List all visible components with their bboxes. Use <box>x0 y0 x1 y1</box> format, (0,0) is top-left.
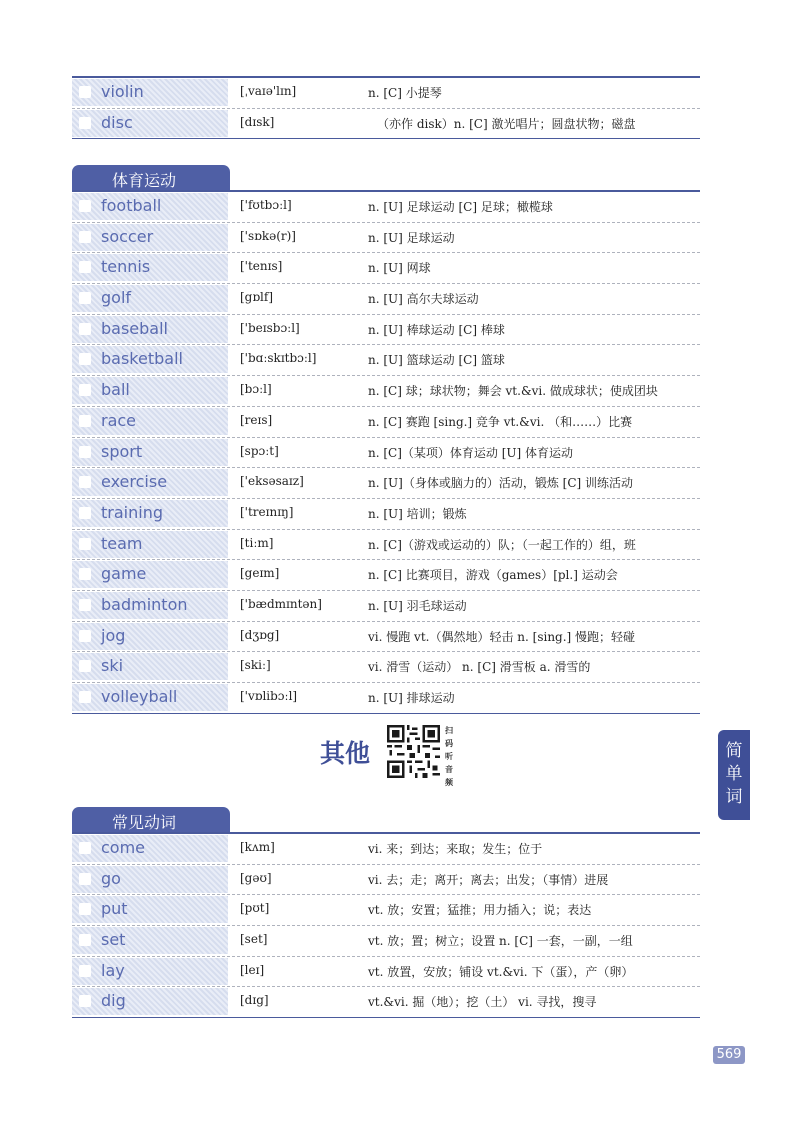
word-cell <box>72 592 228 619</box>
vocab-row <box>72 622 700 653</box>
word: badminton <box>101 594 188 614</box>
word: tennis <box>101 257 151 277</box>
meaning: n. [U] 网球 <box>368 261 431 276</box>
phonetic: [set] <box>240 932 268 947</box>
phonetic: ['bædmɪntən] <box>240 596 322 611</box>
phonetic: [bɔːl] <box>240 382 272 397</box>
checkbox[interactable] <box>79 415 91 427</box>
meaning: n. [C] 小提琴 <box>368 86 442 100</box>
meaning: n. [C]（某项）体育运动 [U] 体育运动 <box>368 445 574 460</box>
section-title: 体育运动 <box>112 171 177 190</box>
section-tab-common-verbs <box>72 807 230 832</box>
vocab-row <box>72 926 700 957</box>
word-cell <box>72 653 228 680</box>
meaning: n. [U] 排球运动 <box>368 691 455 705</box>
word-cell <box>72 561 228 588</box>
vocab-table-verbs <box>72 834 700 1018</box>
side-tab-char: 简 <box>725 741 743 761</box>
checkbox[interactable] <box>79 384 91 396</box>
checkbox[interactable] <box>79 446 91 458</box>
vocab-row <box>72 834 700 865</box>
phonetic: ['fʊtbɔːl] <box>240 198 292 212</box>
vocab-row <box>72 438 700 469</box>
meaning: vi. 去；走；离开；离去；出发；（事情）进展 <box>368 872 609 887</box>
meaning: vi. 慢跑 vt.（偶然地）轻击 n. [sing.] 慢跑；轻碰 <box>368 629 636 644</box>
checkbox[interactable] <box>79 934 91 946</box>
word: sport <box>101 441 143 461</box>
phonetic: ['vɒlibɔːl] <box>240 689 298 703</box>
checkbox[interactable] <box>79 507 91 519</box>
meaning: n. [U] 足球运动 [C] 足球；橄榄球 <box>368 200 553 214</box>
meaning: n. [C] 球；球状物；舞会 vt.&vi. 做成球状；使成团块 <box>368 384 658 399</box>
meaning: （亦作 disk）n. [C] 激光唱片；圆盘状物；磁盘 <box>377 116 636 131</box>
checkbox[interactable] <box>79 903 91 915</box>
checkbox[interactable] <box>79 873 91 885</box>
word-cell <box>72 224 228 251</box>
checkbox[interactable] <box>79 200 91 212</box>
vocab-row <box>72 895 700 926</box>
vocab-table-sports <box>72 192 700 714</box>
phonetic: [skiː] <box>240 658 271 673</box>
meaning: n. [U] 篮球运动 [C] 篮球 <box>368 353 505 368</box>
meaning: n. [U] 培训；锻炼 <box>368 506 467 521</box>
checkbox[interactable] <box>79 538 91 550</box>
phonetic: [spɔːt] <box>240 443 279 458</box>
phonetic: ['bɑːskɪtbɔːl] <box>240 351 317 366</box>
word: put <box>101 899 128 919</box>
checkbox[interactable] <box>79 231 91 243</box>
vocab-row <box>72 865 700 896</box>
vocab-row <box>72 987 700 1017</box>
word-cell <box>72 254 228 281</box>
checkbox[interactable] <box>79 86 91 98</box>
word: game <box>101 564 147 584</box>
word: golf <box>101 288 132 308</box>
word-cell <box>72 896 228 923</box>
phonetic: [dɪsk] <box>240 114 275 129</box>
checkbox[interactable] <box>79 323 91 335</box>
vocab-row <box>72 253 700 284</box>
word-cell <box>72 835 228 862</box>
vocab-row <box>72 109 700 139</box>
word: ski <box>101 656 124 676</box>
word-cell <box>72 377 228 404</box>
checkbox[interactable] <box>79 965 91 977</box>
word-cell <box>72 193 228 220</box>
vocab-row <box>72 223 700 254</box>
phonetic: ['eksəsaɪz] <box>240 474 304 489</box>
phonetic: ['treɪnɪŋ] <box>240 504 294 519</box>
phonetic: [pʊt] <box>240 901 270 916</box>
vocab-row <box>72 78 700 109</box>
phonetic: [dɪg] <box>240 993 269 1008</box>
meaning: n. [U] 棒球运动 [C] 棒球 <box>368 322 505 337</box>
vocab-row <box>72 957 700 988</box>
meaning: vi. 滑雪（运动） n. [C] 滑雪板 a. 滑雪的 <box>368 660 591 675</box>
vocab-row <box>72 376 700 407</box>
phonetic: ['beɪsbɔːl] <box>240 320 300 335</box>
side-tab-char: 词 <box>725 787 743 807</box>
vocab-row <box>72 530 700 561</box>
word-cell <box>72 79 228 106</box>
phonetic: [kʌm] <box>240 840 275 854</box>
word-cell <box>72 927 228 954</box>
other-heading: 其他 <box>320 739 371 768</box>
meaning: n. [C] 比赛项目，游戏（games）[pl.] 运动会 <box>368 568 618 583</box>
meaning: vt. 放置，安放；铺设 vt.&vi. 下（蛋），产（卵） <box>368 964 634 979</box>
phonetic: [dʒɒg] <box>240 627 280 642</box>
word-cell <box>72 110 228 137</box>
phonetic: ['sɒkə(r)] <box>240 228 296 243</box>
checkbox[interactable] <box>79 660 91 672</box>
qr-code-icon <box>387 725 440 778</box>
checkbox[interactable] <box>79 353 91 365</box>
vocab-row <box>72 315 700 346</box>
word-cell <box>72 500 228 527</box>
word-cell <box>72 684 228 711</box>
word: race <box>101 410 137 430</box>
phonetic: [reɪs] <box>240 412 273 427</box>
word-cell <box>72 408 228 435</box>
word: violin <box>101 82 144 101</box>
phonetic: [geɪm] <box>240 566 280 581</box>
word: set <box>101 930 126 950</box>
word-cell <box>72 988 228 1015</box>
checkbox[interactable] <box>79 630 91 642</box>
word-cell <box>72 285 228 312</box>
word: disc <box>101 112 133 132</box>
phonetic: ['tenɪs] <box>240 259 283 274</box>
checkbox[interactable] <box>79 995 91 1007</box>
word: go <box>101 868 121 888</box>
section-tab-sports <box>72 165 230 190</box>
vocab-row <box>72 591 700 622</box>
checkbox[interactable] <box>79 261 91 273</box>
word: lay <box>101 960 125 980</box>
meaning: n. [C]（游戏或运动的）队；（一起工作的）组，班 <box>368 537 636 552</box>
meaning: n. [U]（身体或脑力的）活动，锻炼 [C] 训练活动 <box>368 476 634 491</box>
word: football <box>101 196 162 215</box>
word: come <box>101 838 146 857</box>
phonetic: [gɒlf] <box>240 290 274 305</box>
word-cell <box>72 958 228 985</box>
word-cell <box>72 623 228 650</box>
vocab-row <box>72 683 700 713</box>
word: team <box>101 533 143 553</box>
vocab-table-misc <box>72 76 700 139</box>
word-cell <box>72 346 228 373</box>
vocab-row <box>72 345 700 376</box>
meaning: vi. 来；到达；来取；发生；位于 <box>368 842 543 856</box>
word: basketball <box>101 349 183 369</box>
word-cell <box>72 531 228 558</box>
meaning: n. [C] 赛跑 [sing.] 竞争 vt.&vi. （和……）比赛 <box>368 414 633 429</box>
meaning: n. [U] 羽毛球运动 <box>368 598 467 613</box>
vocab-row <box>72 560 700 591</box>
phonetic: [leɪ] <box>240 962 265 977</box>
meaning: n. [U] 高尔夫球运动 <box>368 292 479 307</box>
section-title: 常见动词 <box>112 813 177 832</box>
checkbox[interactable] <box>79 117 91 129</box>
side-index-tab <box>718 730 750 820</box>
word: baseball <box>101 318 168 338</box>
checkbox[interactable] <box>79 476 91 488</box>
word: exercise <box>101 472 168 492</box>
meaning: vt. 放；置；树立；设置 n. [C] 一套，一副，一组 <box>368 934 633 949</box>
word-cell <box>72 316 228 343</box>
meaning: n. [U] 足球运动 <box>368 230 455 245</box>
checkbox[interactable] <box>79 842 91 854</box>
word: dig <box>101 991 126 1011</box>
meaning: vt. 放；安置；猛推；用力插入；说；表达 <box>368 903 592 918</box>
word: jog <box>101 625 126 645</box>
word-cell <box>72 469 228 496</box>
phonetic: [ˌvaɪə'lɪn] <box>240 84 297 98</box>
word-cell <box>72 866 228 893</box>
vocab-row <box>72 284 700 315</box>
vocab-row <box>72 468 700 499</box>
phonetic: [tiːm] <box>240 535 274 550</box>
word: ball <box>101 380 130 400</box>
vocab-row <box>72 652 700 683</box>
checkbox[interactable] <box>79 691 91 703</box>
vocab-row <box>72 499 700 530</box>
checkbox[interactable] <box>79 599 91 611</box>
vocab-row <box>72 407 700 438</box>
word: training <box>101 502 163 522</box>
vocab-row <box>72 192 700 223</box>
word: volleyball <box>101 687 178 706</box>
meaning: vt.&vi. 掘（地）；挖（土） vi. 寻找，搜寻 <box>368 995 597 1010</box>
word-cell <box>72 439 228 466</box>
side-tab-char: 单 <box>725 764 743 784</box>
page-number: 569 <box>713 1046 745 1064</box>
qr-caption: 扫码听音频 <box>445 725 453 787</box>
checkbox[interactable] <box>79 568 91 580</box>
word: soccer <box>101 226 154 246</box>
phonetic: [gəʊ] <box>240 870 272 885</box>
checkbox[interactable] <box>79 292 91 304</box>
